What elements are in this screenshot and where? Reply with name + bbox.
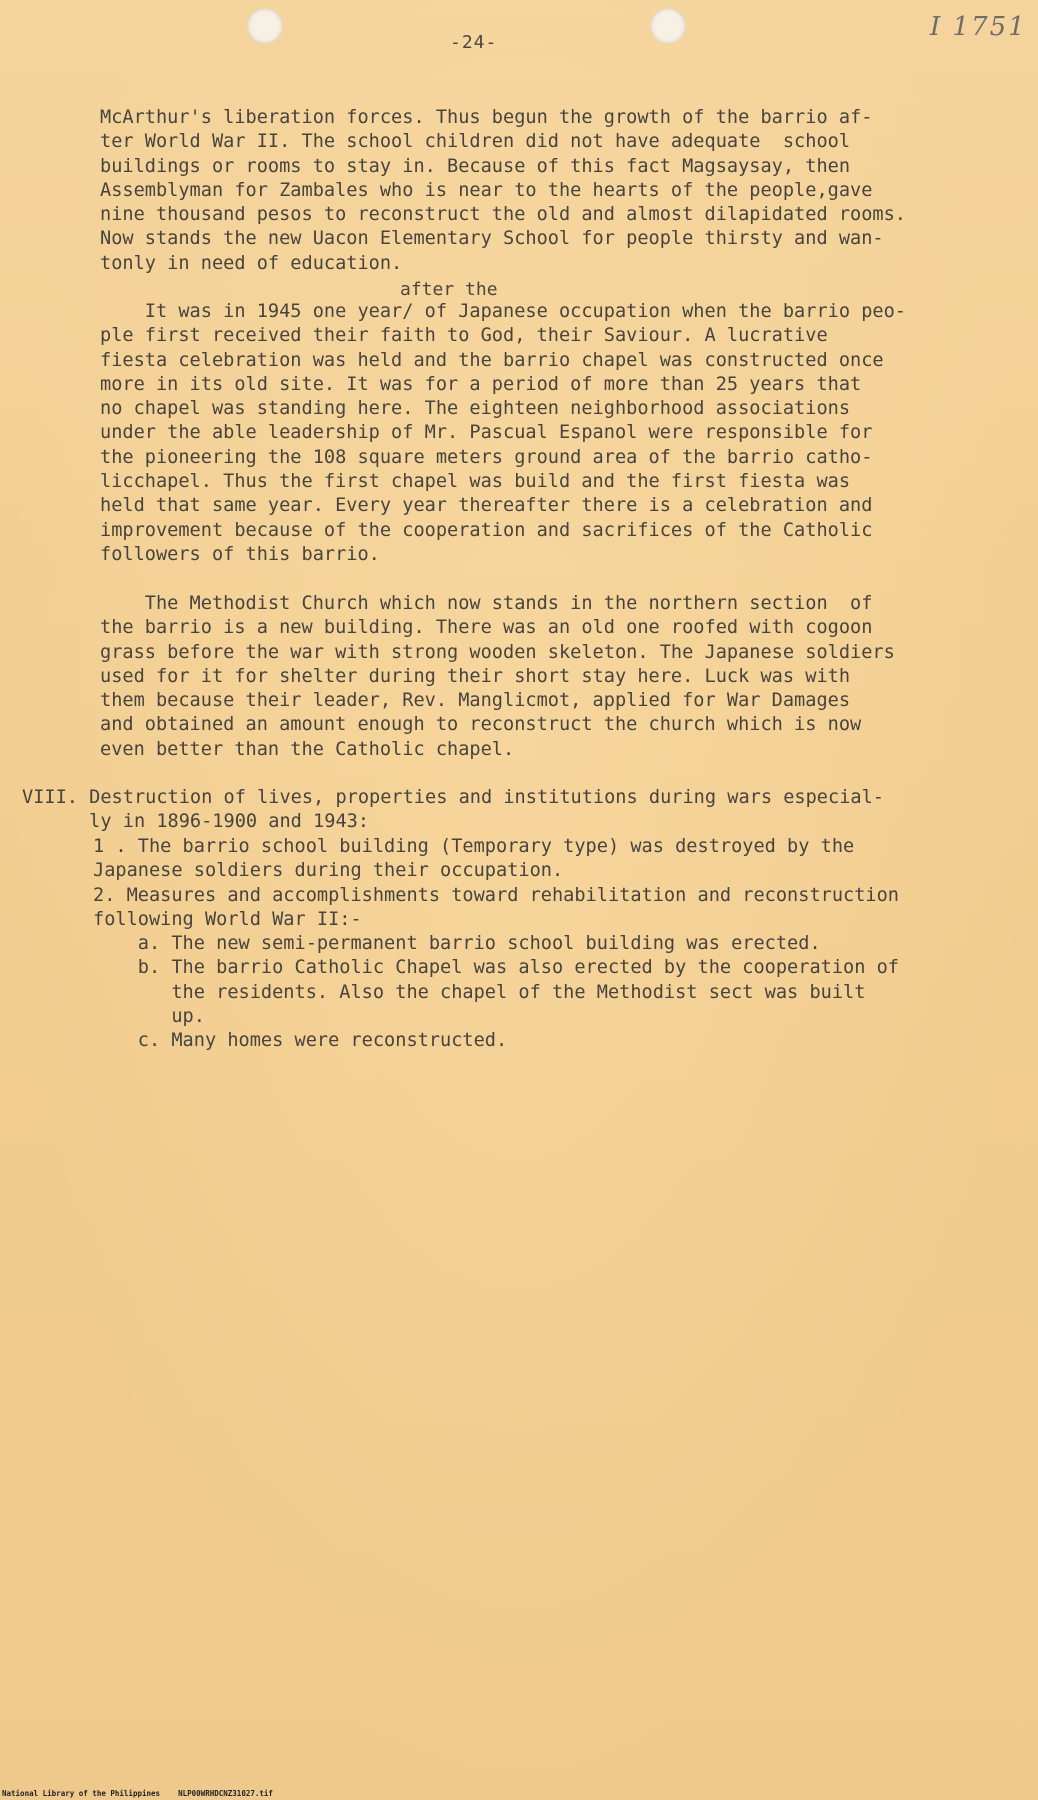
paragraph-catholic-chapel: It was in 1945 one year/ of Japanese occupation when the barrio peo- ple first received their faith to God, their Saviour. A lucrative fiesta celebration was held and the barrio chapel was constructed once more in its old site. It was for a period of more than 25 years that no chapel was standing here. The eighteen neighborhood associations under the able leadership of Mr. Pascual Espanol were responsible for the pioneering the 108 square meters ground area of the barrio catho- licchapel. Thus the first chapel was build and the first fiesta was held that same year. Every year thereafter there is a celebration and improvement because of the cooperation and sacrifices of the Catholic followers of this barrio. xyxy=(100,301,906,565)
archive-credit: National Library of the Philippines NLP00WRHDCNZ31027.tif xyxy=(2,1789,273,1798)
punch-hole-right xyxy=(650,8,686,44)
paragraph-methodist-church: The Methodist Church which now stands in the northern section of the barrio is a new building. There was an old one roofed with cogoon grass before the war with strong wooden skeleton. The Japanese soldiers used for it for shelter during their short stay here. Luck was with them because their leader, Rev. Manglicmot, applied for War Damages and obtained an amount enough to reconstruct the church which is now even better than the Catholic chapel. xyxy=(100,593,895,760)
section-viii-heading: VIII. Destruction of lives, properties and institutions during wars especial- ly in 1896-1900 and 1943: xyxy=(22,787,884,833)
page-number: -24- xyxy=(450,32,498,53)
section-viii-list: 1 . The barrio school building (Temporary type) was destroyed by the Japanese soldiers during their occupation. 2. Measures and accomplishments toward rehabilitation and reconstruction following World War II:- a. The new semi-permanent barrio school building was erected. b. The barrio Catholic Chapel was also erected by the cooperation of the residents. Also the chapel of the Methodist sect was built up. c. Many homes were reconstructed. xyxy=(93,836,899,1052)
paragraph-school-history: McArthur's liberation forces. Thus begun the growth of the barrio af- ter World War II. The school children did not have adequate school buildings or rooms to stay in. Because of this fact Magsaysay, then Assemblyman for Zambales who is near to the hearts of the people,gave nine thousand pesos to reconstruct the old and almost dilapidated rooms. Now stands the new Uacon Elementary School for people thirsty and wan- tonly in need of education. xyxy=(100,107,906,274)
handwritten-insertion: after the xyxy=(400,279,498,300)
handwritten-page-mark: I 1751 xyxy=(930,12,1027,42)
punch-hole-left xyxy=(247,8,283,44)
